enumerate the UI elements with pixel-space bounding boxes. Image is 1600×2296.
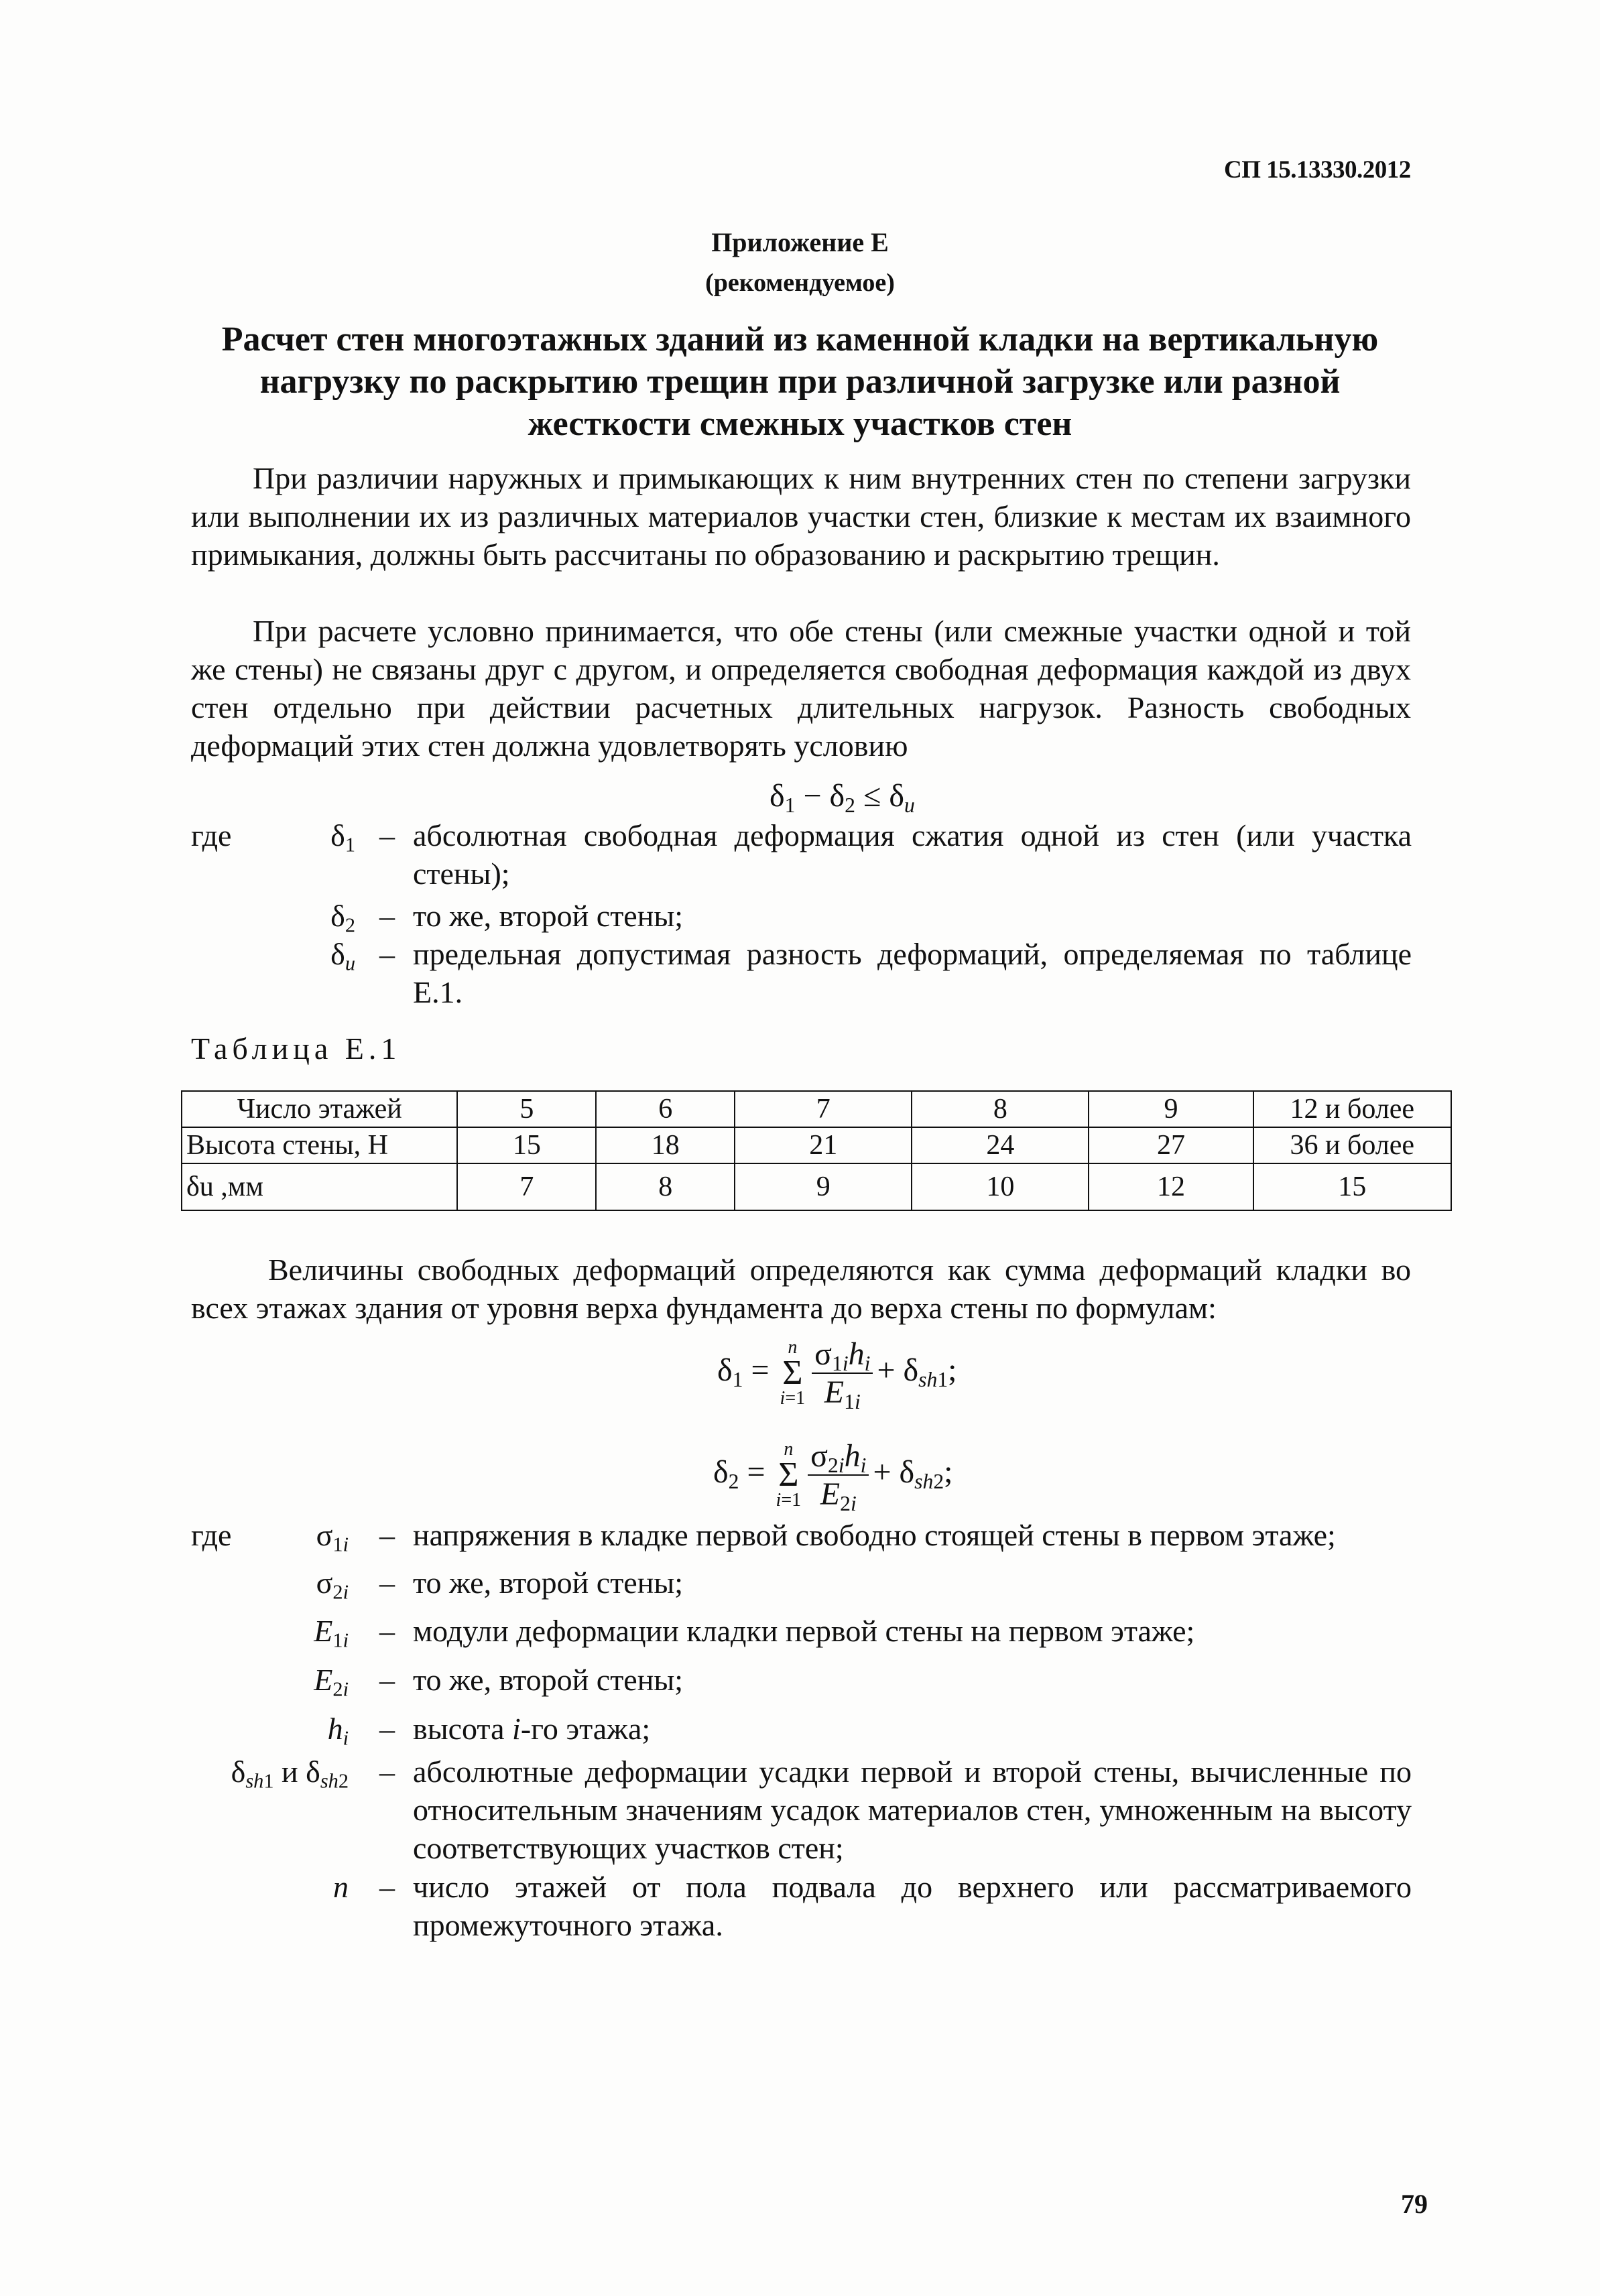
where-label-2: где [191,1518,232,1552]
table-e1 [181,1090,1452,1211]
appendix-label: Приложение Е [711,227,889,257]
table-cell: 18 [596,1127,735,1163]
standard-code: СП 15.13330.2012 [1224,156,1411,184]
definition-e-2i: то же, второй стены; [413,1663,684,1697]
dash: – [379,1663,395,1697]
symbol-e-1i: $E_{1i}$ [314,1614,349,1652]
dash: – [379,937,395,971]
symbol-h-i: $h_i$ [327,1712,349,1750]
dash: – [379,1566,395,1600]
table-cell: 7 [457,1163,596,1210]
table-cell: 21 [735,1127,912,1163]
definition-delta-sh: абсолютные деформации усадки первой и второй стены, вычисленные по относительным значениям усадок материалов стен, умноженным на высоту соответствующих участков стен; [413,1755,1412,1865]
dash: – [379,1870,395,1904]
dash: – [379,1712,395,1746]
symbol-sigma-1i: $\sigma_{1i}$ [316,1518,349,1556]
table-cell: 15 [457,1127,596,1163]
where-label-1: где [191,818,232,852]
fraction: $\frac{\sigma_{1i}h_i}{E_{1i}}$ [812,1336,873,1411]
table-cell: 9 [1089,1091,1253,1127]
table-cell: 12 [1089,1163,1253,1210]
table-cell: 6 [596,1091,735,1127]
definition-h-i: высота i-го этажа; [413,1712,651,1746]
paragraph-1: При различии наружных и примыкающих к ним внутренних стен по степени загрузки или выполнении их из различных материалов участки стен, близкие к местам их взаимного примыкания, должны быть рассчитаны по образованию и раскрытию трещин. [191,461,1411,572]
table-row [182,1127,1451,1163]
symbol-sigma-2i: $\sigma_{2i}$ [316,1566,349,1604]
appendix-title-line-3: жесткости смежных участков стен [528,405,1072,443]
sum-symbol: n Σ i=1 [780,1337,806,1409]
table-cell: 27 [1089,1127,1253,1163]
table-cell: 9 [735,1163,912,1210]
formula-delta-1: $\delta_1$ = n Σ i=1 $\frac{\sigma_{1i}h_i}{E_{1i}}$ + $\delta_{sh1}$; [717,1336,957,1413]
definition-e-1i: модули деформации кладки первой стены на первом этаже; [413,1614,1195,1648]
sum-symbol: n Σ i=1 [776,1439,802,1511]
appendix-title-line-1: Расчет стен многоэтажных зданий из каменной кладки на вертикальную [221,320,1379,359]
appendix-title-line-2: нагрузку по раскрытию трещин при различной загрузке или разной [259,363,1341,401]
dash: – [379,899,395,933]
table-cell: Высота стены, Н [182,1127,457,1163]
table-cell: 12 и более [1253,1091,1451,1127]
page-number: 79 [1401,2189,1428,2219]
symbol-e-2i: $E_{2i}$ [314,1663,349,1701]
table-cell: 15 [1253,1163,1451,1210]
table-caption: Таблица Е.1 [191,1031,402,1066]
symbol-n: n [333,1870,349,1904]
paragraph-2: При расчете условно принимается, что обе стены (или смежные участки одной и той же стены) не связаны друг с другом, и определяется свободная деформация каждой из двух стен отдельно при действии расчетных длительных нагрузок. Разность свободных деформаций этих стен должна удовлетворять условию [191,614,1411,763]
table-cell: δu ,мм [182,1163,457,1210]
table-cell: 24 [912,1127,1089,1163]
symbol-delta-2: $\delta_2$ [330,899,355,937]
table-cell: 10 [912,1163,1089,1210]
dash: – [379,1614,395,1648]
table-cell: Число этажей [182,1091,457,1127]
table-row [182,1163,1451,1210]
table-cell: 36 и более [1253,1127,1451,1163]
table-cell: 8 [596,1163,735,1210]
condition-formula: $\delta_1 - \delta_2 \le \delta_u$ [770,778,915,817]
definition-delta-2: то же, второй стены; [413,899,684,933]
symbol-delta-sh: $\delta_{sh1}$ и $\delta_{sh2}$ [231,1755,349,1793]
fraction: $\frac{\sigma_{2i}h_i}{E_{2i}}$ [808,1438,869,1513]
appendix-status: (рекомендуемое) [705,269,895,297]
appendix-title [0,318,1600,445]
definition-delta-1: абсолютная свободная деформация сжатия одной из стен (или участка стены); [413,818,1412,891]
table-row [182,1091,1451,1127]
definition-n: число этажей от пола подвала до верхнего или рассматриваемого промежуточного этажа. [413,1870,1412,1942]
formula-delta-2: $\delta_2$ = n Σ i=1 $\frac{\sigma_{2i}h_i}{E_{2i}}$ + $\delta_{sh2}$; [713,1438,953,1515]
definition-delta-u: предельная допустимая разность деформаций, определяемая по таблице Е.1. [413,937,1412,1009]
table-cell: 8 [912,1091,1089,1127]
dash: – [379,818,395,852]
table-cell: 5 [457,1091,596,1127]
definition-sigma-2i: то же, второй стены; [413,1566,684,1600]
symbol-delta-1: $\delta_1$ [330,818,355,856]
paragraph-3: Величины свободных деформаций определяются как сумма деформаций кладки во всех этажах здания от уровня верха фундамента до верха стены по формулам: [191,1253,1411,1325]
definition-sigma-1i: напряжения в кладке первой свободно стоящей стены в первом этаже; [413,1518,1336,1552]
dash: – [379,1518,395,1552]
table-cell: 7 [735,1091,912,1127]
dash: – [379,1755,395,1789]
symbol-delta-u: $\delta_u$ [330,937,355,975]
